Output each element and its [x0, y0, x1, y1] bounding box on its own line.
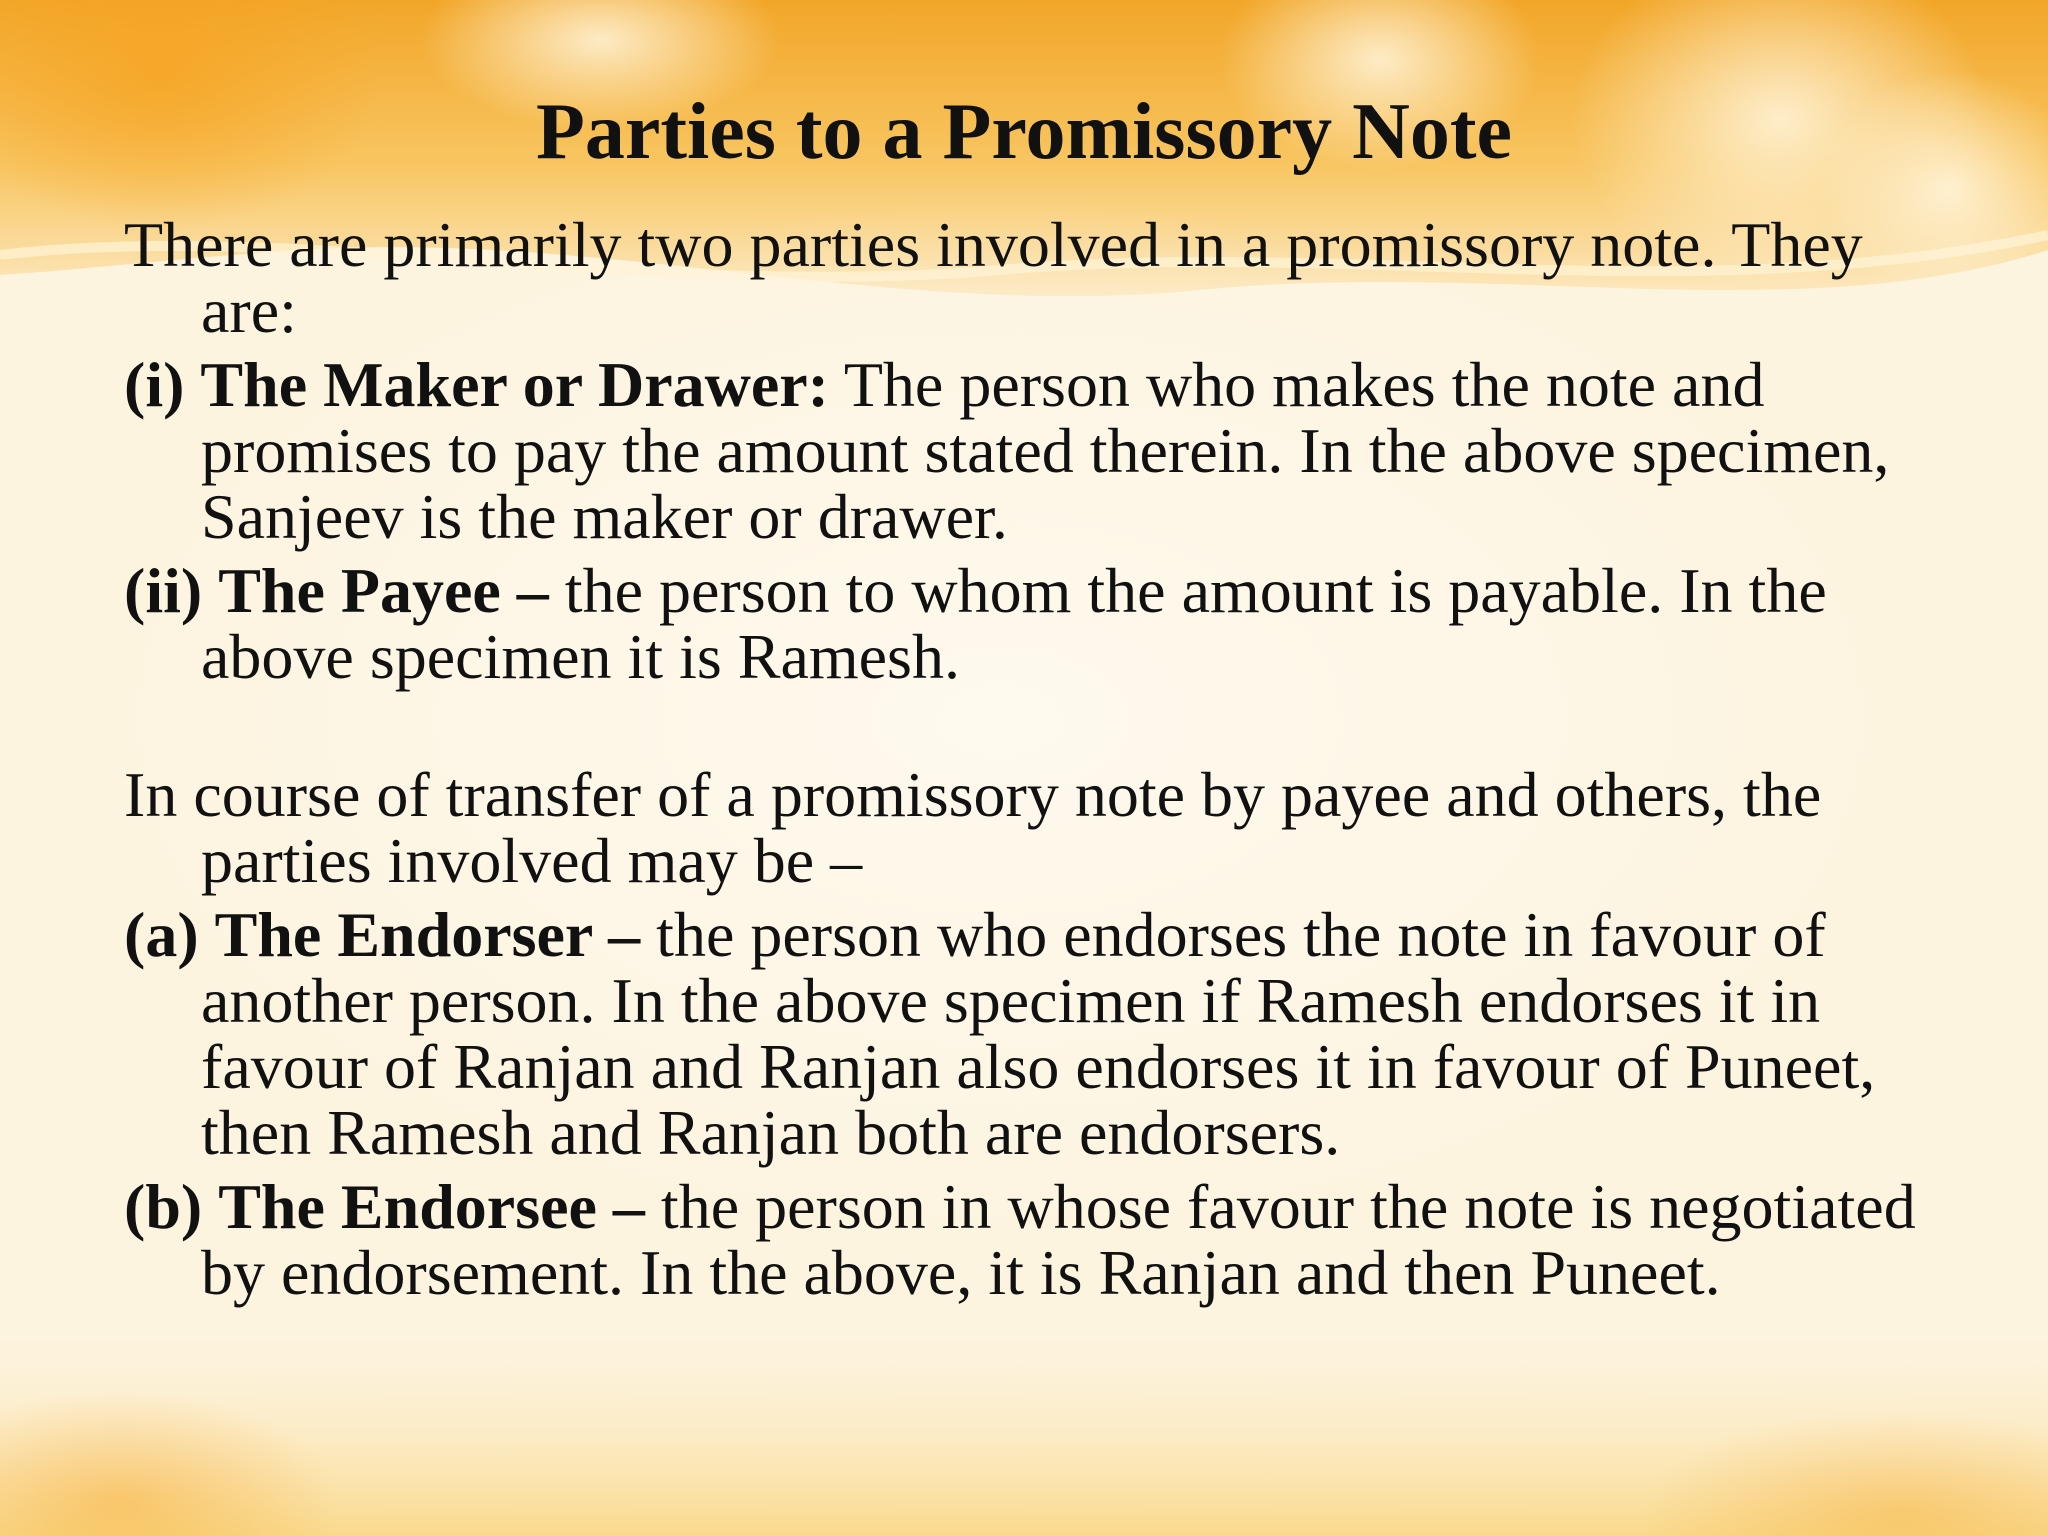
party-maker-drawer-text: The person who makes the note and promises to pay the amount stated therein. In the above specimen, Sanjeev is the maker or drawer.	[201, 349, 1890, 552]
slide-body	[124, 209, 1924, 1314]
party-payee-text: the person to whom the amount is payable. In the above specimen it is Ramesh.	[201, 555, 1827, 692]
transfer-intro-paragraph: In course of transfer of a promissory note by payee and others, the parties involved may be –	[124, 759, 1822, 896]
party-endorser	[124, 899, 1924, 1168]
party-payee-term: The Payee –	[218, 555, 549, 626]
party-endorser-term: The Endorser –	[214, 899, 641, 970]
party-endorser-text: the person who endorses the note in favour of another person. In the above specimen if Ramesh endorses it in favour of Ranjan and Ranjan also endorses it in favour of Puneet, then Ramesh and Ranjan both are endorsers.	[201, 899, 1876, 1168]
party-endorsee	[124, 1171, 1924, 1308]
party-payee-marker: (ii)	[124, 555, 203, 626]
party-endorsee-text: the person in whose favour the note is negotiated by endorsement. In the above, it is Ranjan and then Puneet.	[201, 1171, 1916, 1308]
party-endorser-marker: (a)	[124, 899, 199, 970]
party-maker-drawer-term: The Maker or Drawer:	[200, 349, 829, 420]
party-payee	[124, 555, 1924, 692]
intro-paragraph: There are primarily two parties involved in a promissory note. They are:	[124, 209, 1863, 346]
slide-title: Parties to a Promissory Note	[535, 88, 1512, 176]
party-maker-drawer	[124, 349, 1924, 552]
party-maker-drawer-marker: (i)	[124, 349, 185, 420]
party-endorsee-marker: (b)	[124, 1171, 203, 1242]
party-endorsee-term: The Endorsee –	[218, 1171, 645, 1242]
